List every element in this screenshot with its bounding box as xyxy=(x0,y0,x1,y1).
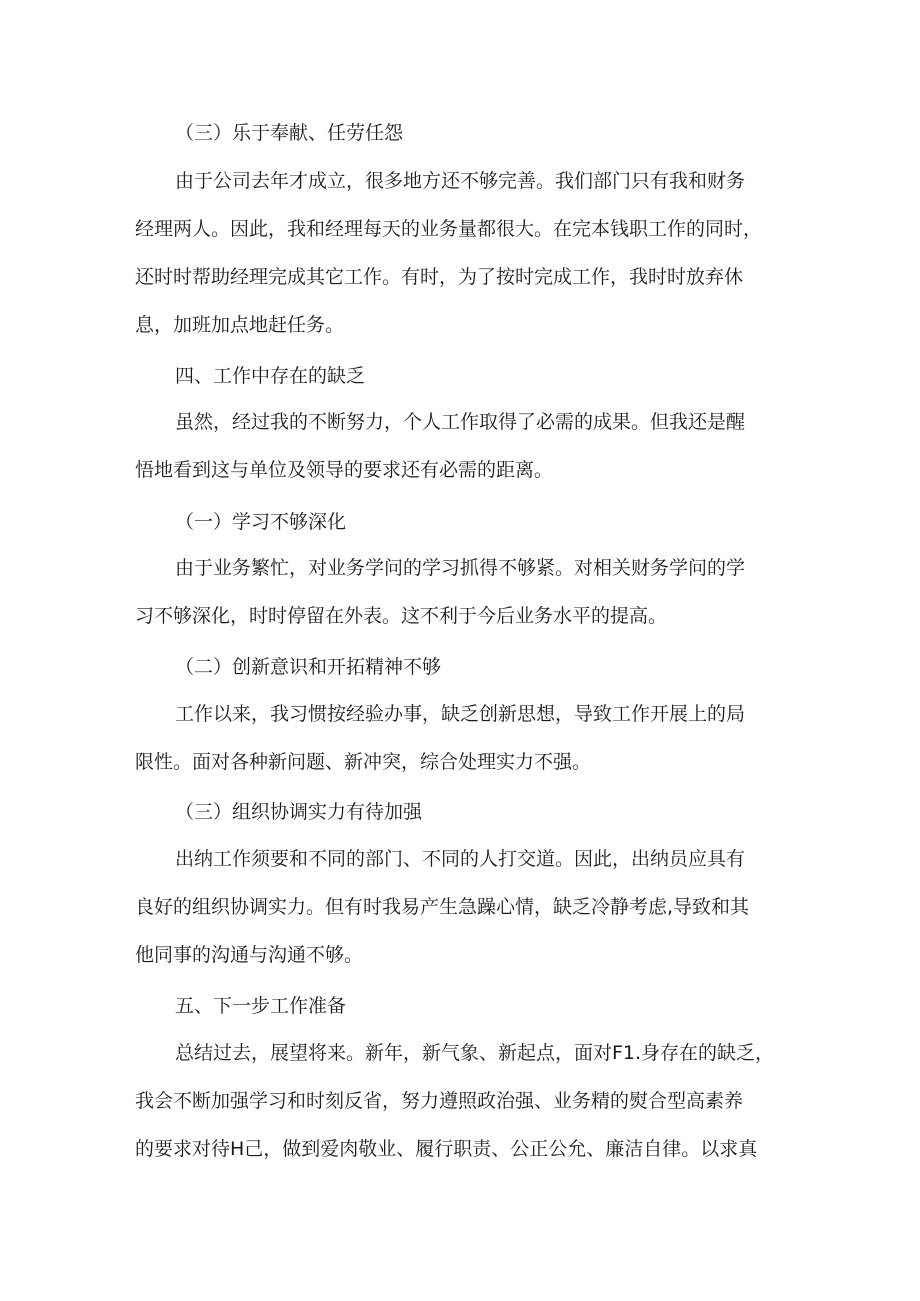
section-heading: （一）学习不够深化 xyxy=(175,511,347,533)
section-heading: （二）创新意识和开拓精神不够 xyxy=(175,656,442,678)
paragraph-line: 总结过去，展望将来。新年，新气象、新起点，面对F1.身存在的缺乏， xyxy=(175,1042,775,1064)
paragraph-line: 他同事的沟通与沟通不够。 xyxy=(135,944,364,966)
paragraph-line: 悟地看到这与单位及领导的要求还有必需的距离。 xyxy=(135,459,554,481)
paragraph-line: 我会不断加强学习和时刻反省，努力遵照政治强、业务精的熨合型高素养 xyxy=(135,1090,744,1112)
paragraph-line: 习不够深化，时时停留在外表。这不利于今后业务水平的提高。 xyxy=(135,605,668,627)
paragraph-line: 还时时帮助经理完成其它工作。有时，为了按时完成工作，我时时放弃休 xyxy=(135,266,744,288)
paragraph xyxy=(135,157,815,349)
section-heading: 四、工作中存在的缺乏 xyxy=(175,365,366,387)
paragraph xyxy=(135,1029,815,1173)
paragraph-line: 良好的组织协调实力。但有时我易产生急躁心情，缺乏冷静考虑,导致和其 xyxy=(135,896,750,918)
section-heading: （三）乐于奉献、任劳任怨 xyxy=(175,122,404,144)
paragraph-line: 限性。面对各种新问题、新冲突，综合处理实力不强。 xyxy=(135,751,592,773)
section-heading: 五、下一步工作准备 xyxy=(175,995,347,1017)
paragraph-line: 虽然，经过我的不断努力，个人工作取得了必需的成果。但我还是醒 xyxy=(175,411,746,433)
paragraph-line: 由于业务繁忙，对业务学问的学习抓得不够紧。对相关财务学问的学 xyxy=(175,557,746,579)
paragraph-line: 由于公司去年才成立，很多地方还不够完善。我们部门只有我和财务 xyxy=(175,170,746,192)
paragraph xyxy=(135,544,815,640)
paragraph-line: 出纳工作须要和不同的部门、不同的人打交道。因此，出纳员应具有 xyxy=(175,848,746,870)
paragraph xyxy=(135,398,815,494)
paragraph-line: 息，加班加点地赶任务。 xyxy=(135,314,345,336)
section-heading: （三）组织协调实力有待加强 xyxy=(175,801,423,823)
paragraph-line: 经理两人。因此，我和经理每天的业务量都很大。在完本钱职工作的同时， xyxy=(135,218,763,240)
paragraph xyxy=(135,690,815,786)
paragraph-line: 的要求对待H己，做到爱肉敬业、履行职责、公正公允、廉洁自律。以求真 xyxy=(135,1138,758,1160)
paragraph xyxy=(135,835,815,979)
paragraph-line: 工作以来，我习惯按经验办事，缺乏创新思想，导致工作开展上的局 xyxy=(175,703,746,725)
